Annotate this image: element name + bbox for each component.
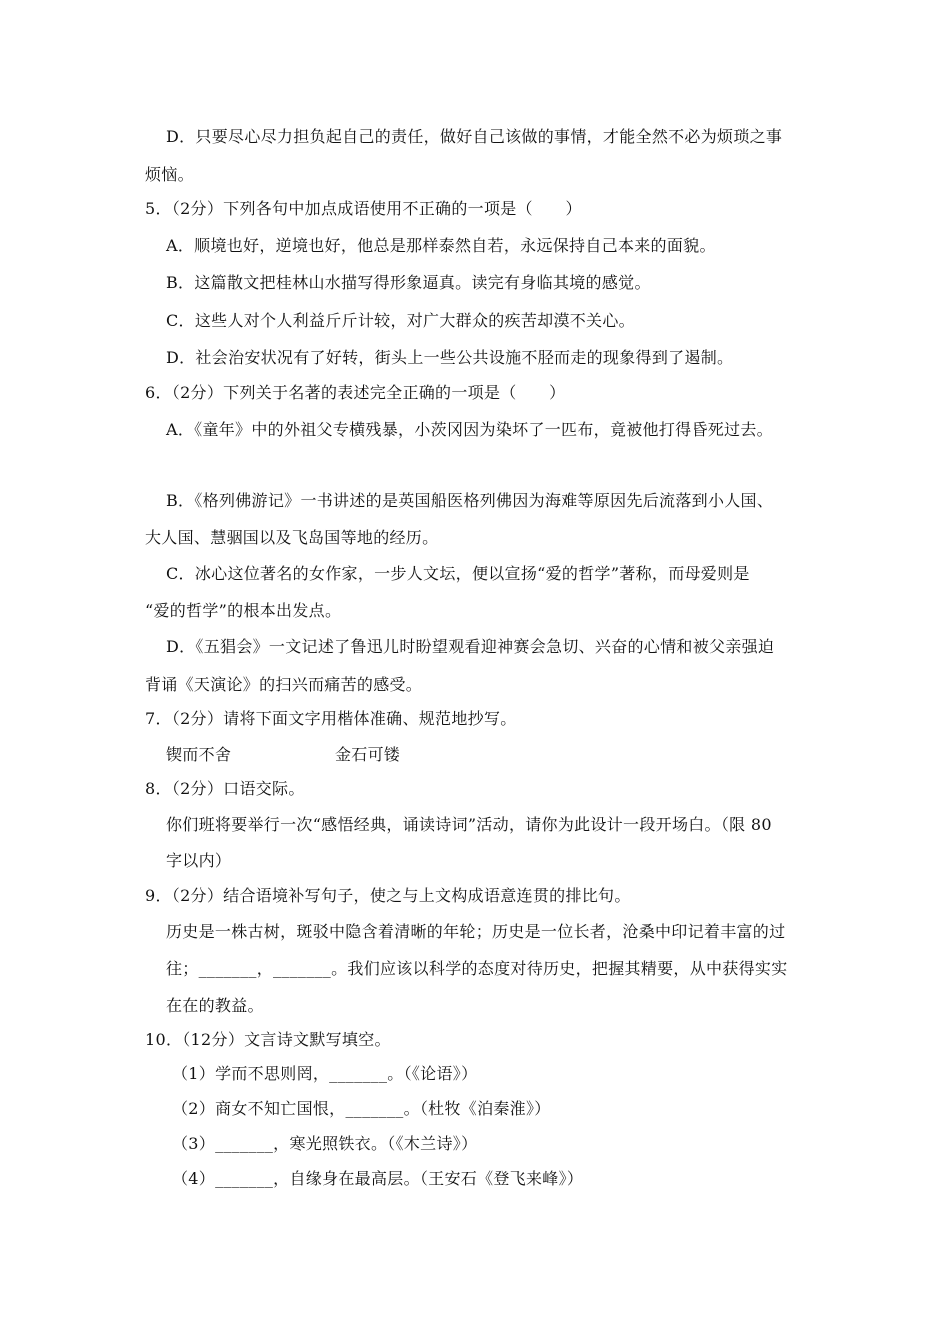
q6-option-b-line1: B．《格列佛游记》一书讲述的是英国船医格列佛因为海难等原因先后流落到小人国、 [166,491,774,510]
q6-option-c-line2: “爱的哲学”的根本出发点。 [145,601,342,620]
q6-option-d-line1: D．《五猖会》一文记述了鲁迅儿时盼望观看迎神赛会急切、兴奋的心情和被父亲强迫 [166,637,775,656]
q5-option-b: B．这篇散文把桂林山水描写得形象逼真。读完有身临其境的感觉。 [166,273,651,292]
q10-item-1: （1）学而不思则罔，_______。（《论语》） [172,1064,478,1083]
q8-body-line1: 你们班将要举行一次“感悟经典，诵读诗词”活动，请你为此设计一段开场白。（限 80 [166,815,772,834]
q9-stem: 9．（2分）结合语境补写句子，使之与上文构成语意连贯的排比句。 [145,886,631,905]
q5-stem: 5．（2分）下列各句中加点成语使用不正确的一项是（ ） [145,199,582,218]
q10-stem: 10．（12分）文言诗文默写填空。 [145,1030,391,1049]
q9-body-line1: 历史是一株古树，斑驳中隐含着清晰的年轮；历史是一位长者，沧桑中印记着丰富的过 [166,922,786,941]
q6-stem: 6．（2分）下列关于名著的表述完全正确的一项是（ ） [145,383,566,402]
q4-option-d-line2: 烦恼。 [145,165,194,184]
q4-option-d-line1: D．只要尽心尽力担负起自己的责任，做好自己该做的事情，才能全然不必为烦琐之事 [166,127,783,146]
q6-option-a: A．《童年》中的外祖父专横残暴，小茨冈因为染坏了一匹布，竟被他打得昏死过去。 [166,420,773,439]
q10-item-3: （3）_______，寒光照铁衣。（《木兰诗》） [172,1134,478,1153]
q9-body-line2: 往；_______，_______。我们应该以科学的态度对待历史，把握其精要，从中获得实实 [166,959,788,978]
q10-item-2: （2）商女不知亡国恨，_______。（杜牧《泊秦淮》） [172,1099,551,1118]
q7-phrase-1: 锲而不舍 [166,745,232,764]
q8-stem: 8．（2分）口语交际。 [145,779,305,798]
q6-option-d-line2: 背诵《天演论》的扫兴而痛苦的感受。 [145,675,423,694]
q5-option-a: A．顺境也好，逆境也好，他总是那样泰然自若，永远保持自己本来的面貌。 [166,236,716,255]
q5-option-c: C．这些人对个人利益斤斤计较，对广大群众的疾苦却漠不关心。 [166,311,635,330]
q5-option-d: D．社会治安状况有了好转，街头上一些公共设施不胫而走的现象得到了遏制。 [166,348,734,367]
q8-body-line2: 字以内） [166,851,232,870]
q7-stem: 7．（2分）请将下面文字用楷体准确、规范地抄写。 [145,709,517,728]
q6-option-b-line2: 大人国、慧骃国以及飞岛国等地的经历。 [145,528,439,547]
q10-item-4: （4）_______，自缘身在最高层。（王安石《登飞来峰》） [172,1169,584,1188]
q6-option-c-line1: C．冰心这位著名的女作家，一步人文坛，便以宣扬“爱的哲学”著称，而母爱则是 [166,564,750,583]
q7-phrase-2: 金石可镂 [335,745,401,764]
q9-body-line3: 在在的教益。 [166,996,264,1015]
